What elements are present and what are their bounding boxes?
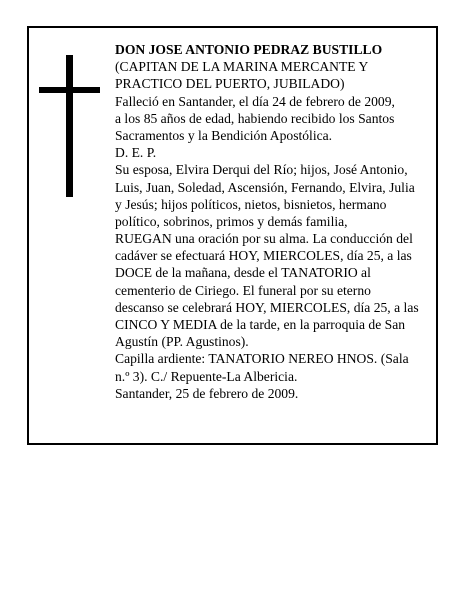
deceased-title-line-1: (CAPITAN DE LA MARINA MERCANTE Y bbox=[115, 59, 369, 75]
obituary-line: Capilla ardiente: TANATORIO NEREO HNOS. (Sala bbox=[115, 351, 409, 367]
obituary-line: RUEGAN una oración por su alma. La conducción del bbox=[115, 231, 413, 247]
obituary-text bbox=[115, 41, 430, 402]
obituary-line: a los 85 años de edad, habiendo recibido los Santos bbox=[115, 110, 395, 126]
obituary-line: cementerio de Ciriego. El funeral por su eterno bbox=[115, 282, 371, 298]
obituary-line: Sacramentos y la Bendición Apostólica. bbox=[115, 127, 333, 143]
obituary-line: político, sobrinos, primos y demás familia, bbox=[115, 213, 348, 229]
deceased-title-line-2: PRACTICO DEL PUERTO, JUBILADO) bbox=[115, 76, 345, 92]
obituary-line: DOCE de la mañana, desde el TANATORIO al bbox=[115, 265, 371, 281]
date-line: Santander, 25 de febrero de 2009. bbox=[115, 385, 299, 401]
obituary-line: Luis, Juan, Soledad, Ascensión, Fernando, Elvira, Julia bbox=[115, 179, 415, 195]
obituary-line: cadáver se efectuará HOY, MIERCOLES, día 25, a las bbox=[115, 248, 412, 264]
rip-line: D. E. P. bbox=[115, 145, 157, 161]
obituary-line: n.º 3). C./ Repuente-La Albericia. bbox=[115, 368, 298, 384]
obituary-line: Falleció en Santander, el día 24 de febrero de 2009, bbox=[115, 93, 395, 109]
cross-icon bbox=[66, 55, 73, 197]
cross-icon-bar bbox=[39, 87, 100, 93]
obituary-line: Su esposa, Elvira Derqui del Río; hijos, José Antonio, bbox=[115, 162, 408, 178]
obituary-line: Agustín (PP. Agustinos). bbox=[115, 334, 249, 350]
obituary-line: descanso se celebrará HOY, MIERCOLES, día 25, a las bbox=[115, 299, 419, 315]
obituary-line: CINCO Y MEDIA de la tarde, en la parroquia de San bbox=[115, 317, 406, 332]
obituary-line: y Jesús; hijos políticos, nietos, bisnietos, hermano bbox=[115, 196, 387, 212]
obituary-notice bbox=[27, 26, 438, 445]
deceased-name: DON JOSE ANTONIO PEDRAZ BUSTILLO bbox=[115, 42, 383, 57]
